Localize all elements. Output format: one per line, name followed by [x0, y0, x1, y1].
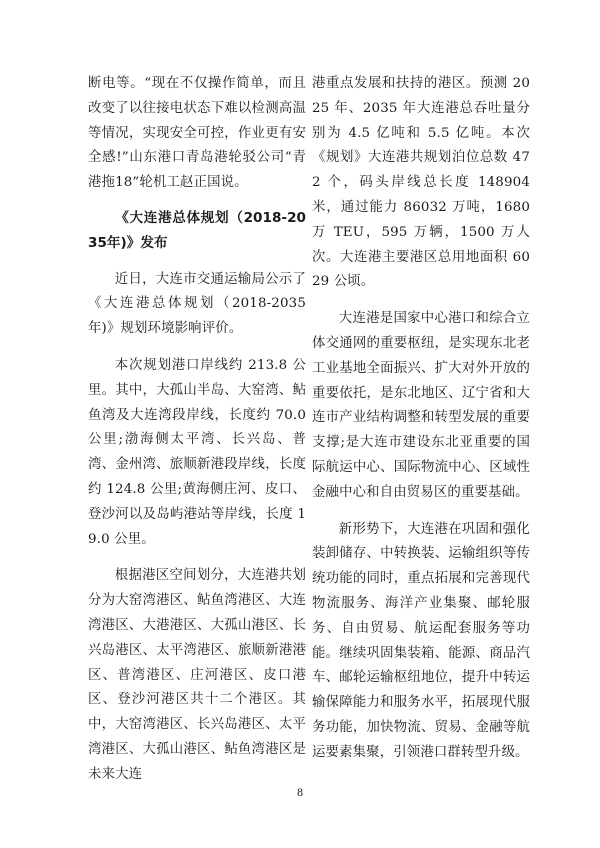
page-number: 8 — [296, 788, 304, 799]
paragraph-importance: 大连港是国家中心港口和综合立体交通网的重要枢纽，是实现东北老工业基地全面振兴、扩大对外开放的重要依托，是东北地区、辽宁省和大连市产业结构调整和转型发展的重要支撑;是大连市建设东北亚重要的国际航运中心、国际物流中心、区域性金融中心和自由贸易区的重要基础。 — [312, 311, 530, 500]
article-heading: 《大连港总体规划（2018-2035年)》发布 — [88, 209, 306, 251]
paragraph-intro: 近日，大连市交通运输局公示了《大连港总体规划（2018-2035 年)》规划环境影响评价。 — [88, 271, 306, 337]
paragraph-new-situation: 新形势下，大连港在巩固和强化装卸储存、中转换装、运输组织等传统功能的同时，重点拓展和完善现代物流服务、海洋产业集聚、邮轮服务、自由贸易、航运配套服务等功能。继续巩固集装箱、能源、商品汽车、邮轮运输枢纽地位，提升中转运输保障能力和服务水平，拓展现代服务功能，加快物流、贸易、金融等航运要素集聚，引领港口群转型升级。 — [312, 521, 530, 760]
paragraph-port-areas: 根据港区空间划分，大连港共划分为大窑湾港区、鲇鱼湾港区、大连湾港区、大港港区、大孤山港区、长兴岛港区、太平湾港区、旅顺新港港区、普湾港区、庄河港区、皮口港区、登沙河港区共十二个港区。其中，大窑湾港区、长兴岛港区、太平湾港区、大孤山港区、鲇鱼湾港区是未来大连 — [88, 568, 306, 782]
paragraph-shoreline: 本次规划港口岸线约 213.8 公里。其中，大孤山半岛、大窑湾、鲇鱼湾及大连湾段岸线，长度约 70.0 公里;渤海侧太平湾、长兴岛、普湾、金州湾、旅顺新港段岸线，长度约 124.8 公里;黄海侧庄河、皮口、登沙河以及岛屿港站等岸线，长度 19.0 公里。 — [88, 357, 306, 547]
paragraph-continued: 断电等。“现在不仅操作简单，而且改变了以往接电状态下难以检测高温等情况，实现安全可控，作业更有安全感!”山东港口青岛港轮驳公司“青港拖18”轮机工赵正国说。 — [88, 76, 306, 191]
right-column — [312, 72, 530, 766]
left-column — [88, 72, 306, 788]
paragraph-port-areas-continued: 港重点发展和扶持的港区。预测 2025 年、2035 年大连港总吞吐量分别为 4.5 亿吨和 5.5 亿吨。本次《规划》大连港共规划泊位总数 472 个，码头岸线总长度 148904 米，通过能力 86032 万吨，1680 万 TEU，595 万辆，1500 万人次。大连港主要港区总用地面积 6029 公顷。 — [312, 76, 530, 290]
